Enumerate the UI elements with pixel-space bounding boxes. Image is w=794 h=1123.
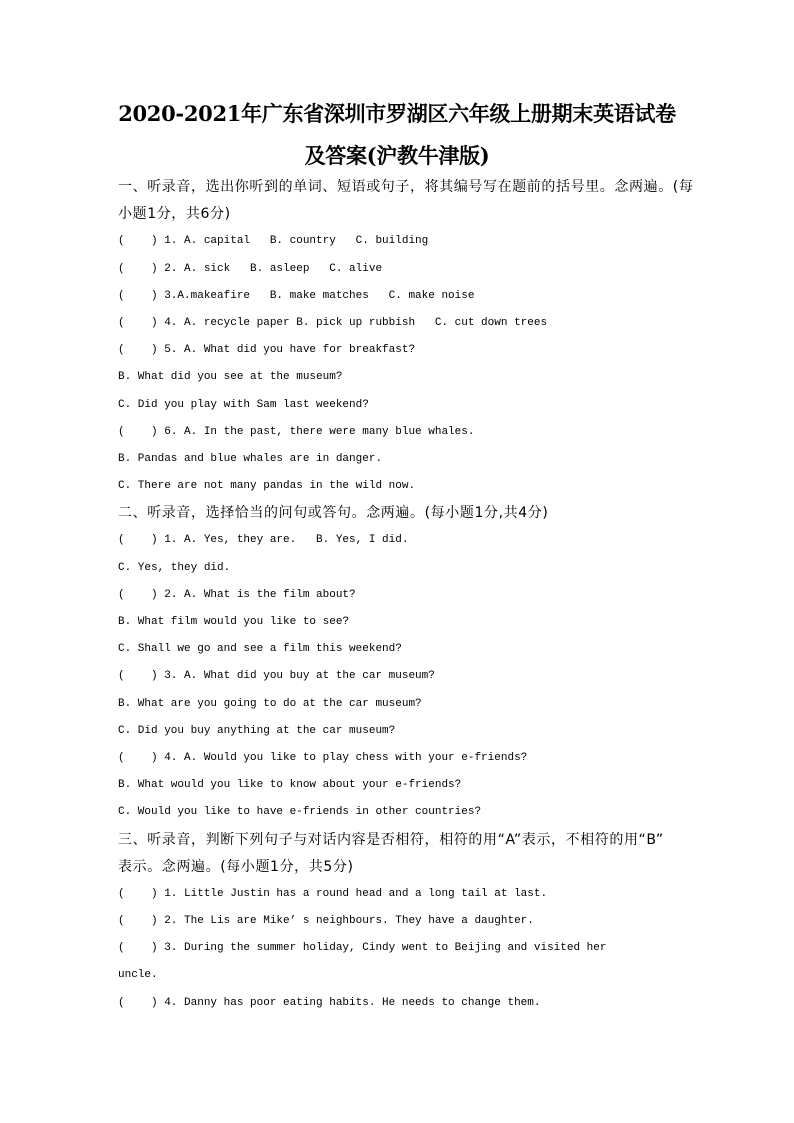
- question-line: C. Did you buy anything at the car museum?: [118, 724, 396, 737]
- question-line: ( ) 2. A. What is the film about?: [118, 588, 356, 601]
- question-line: ( ) 2. A. sick B. asleep C. alive: [118, 262, 383, 275]
- question-line: ( ) 1. A. Yes, they are. B. Yes, I did.: [118, 534, 409, 547]
- question-line: B. What did you see at the museum?: [118, 371, 343, 384]
- question-line: ( ) 4. A. Would you like to play chess with your e-friends?: [118, 751, 528, 764]
- question-line: ( ) 3. During the summer holiday, Cindy went to Beijing and visited her: [118, 942, 607, 955]
- question-line: C. Shall we go and see a film this weekend?: [118, 643, 402, 656]
- section-instruction: 表示。念两遍。(每小题1分，共5分): [118, 858, 354, 875]
- question-line: ( ) 5. A. What did you have for breakfast?: [118, 344, 416, 357]
- section-instruction: 小题1分，共6分): [118, 206, 231, 223]
- question-line: B. What would you like to know about your e-friends?: [118, 779, 462, 792]
- section-instruction: 二、听录音，选择恰当的问句或答句。念两遍。(每小题1分,共4分): [118, 505, 549, 522]
- section-instruction: 一、听录音，选出你听到的单词、短语或句子，将其编号写在题前的括号里。念两遍。(每: [118, 179, 694, 195]
- section-instruction: 三、听录音，判断下列句子与对话内容是否相符，相符的用“A”表示，不相符的用“B”: [118, 831, 664, 848]
- question-line: ( ) 1. A. capital B. country C. building: [118, 235, 429, 248]
- question-line: C. There are not many pandas in the wild now.: [118, 480, 416, 493]
- question-line: B. What are you going to do at the car museum?: [118, 697, 422, 710]
- question-line: B. What film would you like to see?: [118, 616, 350, 628]
- question-line: ( ) 3.A.makeafire B. make matches C. make noise: [118, 289, 475, 302]
- question-line: C. Yes, they did.: [118, 561, 231, 574]
- question-line: B. Pandas and blue whales are in danger.: [118, 452, 383, 465]
- question-line: ( ) 4. A. recycle paper B. pick up rubbish C. cut down trees: [118, 316, 548, 329]
- question-line: ( ) 2. The Lis are Mike’ s neighbours. They have a daughter.: [118, 915, 534, 928]
- question-line: uncle.: [118, 969, 158, 982]
- question-line: ( ) 4. Danny has poor eating habits. He needs to change them.: [118, 996, 541, 1009]
- document-body: [118, 174, 694, 1017]
- question-line: ( ) 3. A. What did you buy at the car museum?: [118, 670, 435, 683]
- document-subtitle: 及答案(沪教牛津版): [304, 143, 490, 168]
- question-line: ( ) 6. A. In the past, there were many blue whales.: [118, 425, 475, 438]
- question-line: ( ) 1. Little Justin has a round head and a long tail at last.: [118, 887, 548, 900]
- document-title: 2020-2021年广东省深圳市罗湖区六年级上册期末英语试卷: [118, 101, 676, 126]
- question-line: C. Did you play with Sam last weekend?: [118, 398, 369, 411]
- question-line: C. Would you like to have e-friends in other countries?: [118, 806, 482, 819]
